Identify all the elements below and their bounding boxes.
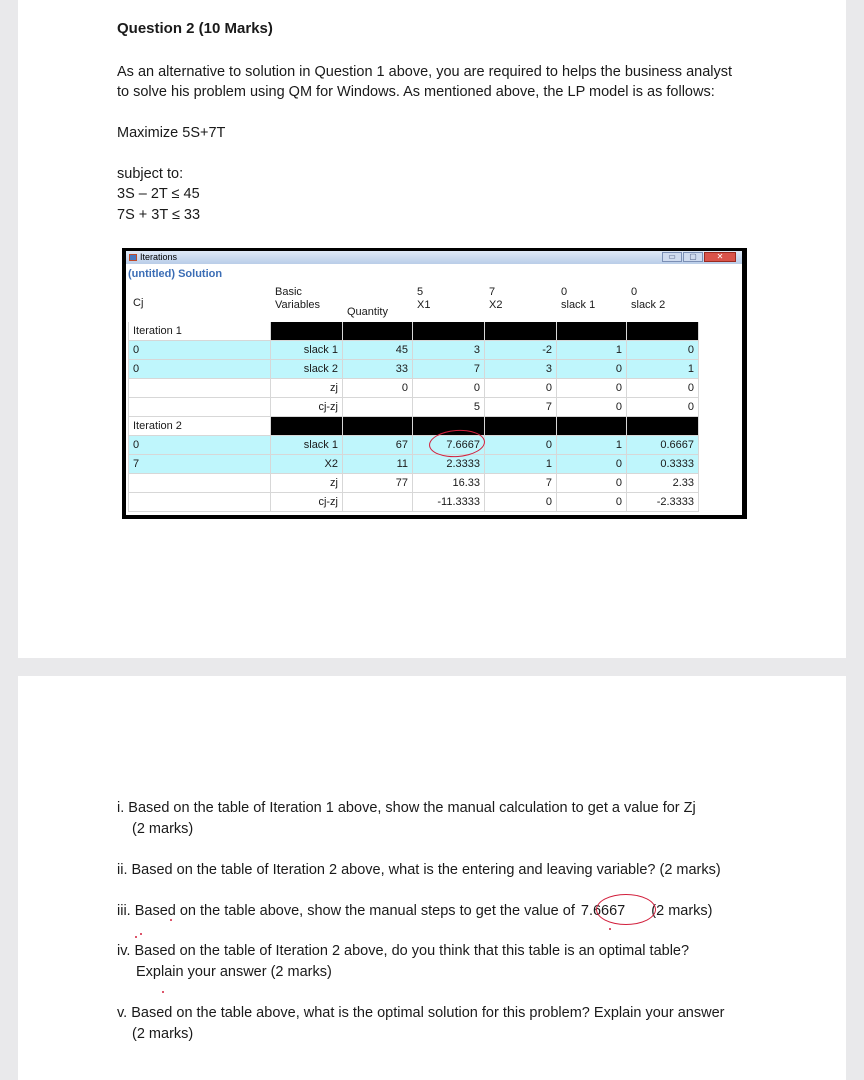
cell-basic: slack 2 xyxy=(271,360,343,379)
cell-basic: zj xyxy=(271,474,343,493)
cell-x2: 0 xyxy=(485,493,557,512)
cell-basic: cj-zj xyxy=(271,493,343,512)
header-cj: Cj xyxy=(129,285,271,322)
cell-basic: slack 1 xyxy=(271,436,343,455)
cell-cj xyxy=(129,493,271,512)
table-row xyxy=(129,474,699,493)
objective-function: Maximize 5S+7T xyxy=(117,125,226,141)
document-page-1 xyxy=(18,0,846,658)
question-item-v-marks: (2 marks) xyxy=(132,1026,194,1042)
table-row xyxy=(129,379,699,398)
close-icon[interactable]: ✕ xyxy=(704,252,736,262)
solution-title: (untitled) Solution xyxy=(128,268,223,280)
cell-cj xyxy=(129,379,271,398)
iteration-label: Iteration 2 xyxy=(129,417,271,436)
cell-x1: 5 xyxy=(413,398,485,417)
constraint-2: 7S + 3T ≤ 33 xyxy=(117,207,201,223)
cell-slack1: 0 xyxy=(557,474,627,493)
table-row xyxy=(129,341,699,360)
header-slack1: 0 slack 1 xyxy=(557,285,627,322)
cell-x1: -11.3333 xyxy=(413,493,485,512)
window-titlebar xyxy=(126,251,742,264)
cell-slack2: -2.3333 xyxy=(627,493,699,512)
question-item-v: v. Based on the table above, what is the optimal solution for this problem? Explain your answer xyxy=(117,1005,725,1021)
cell-cj: 0 xyxy=(129,341,271,360)
question-item-ii: ii. Based on the table of Iteration 2 above, what is the entering and leaving variable? (2 marks) xyxy=(117,862,721,878)
window-title: Iterations xyxy=(140,252,178,262)
intro-line-2: to solve his problem using QM for Windows. As mentioned above, the LP model is as follows: xyxy=(117,84,715,100)
question-title: Question 2 (10 Marks) xyxy=(117,20,273,37)
cell-x1: 2.3333 xyxy=(413,455,485,474)
cell-slack1: 1 xyxy=(557,341,627,360)
cell-quantity xyxy=(343,398,413,417)
cell-slack2: 0 xyxy=(627,398,699,417)
cell-cj: 0 xyxy=(129,436,271,455)
cell-basic: cj-zj xyxy=(271,398,343,417)
cell-slack2: 2.33 xyxy=(627,474,699,493)
pen-mark xyxy=(162,991,164,993)
cell-quantity: 0 xyxy=(343,379,413,398)
cell-cj xyxy=(129,474,271,493)
document-page-2 xyxy=(18,676,846,1080)
cell-quantity: 45 xyxy=(343,341,413,360)
pen-mark xyxy=(609,928,611,930)
cell-x2: -2 xyxy=(485,341,557,360)
pen-mark xyxy=(140,933,142,935)
intro-line-1: As an alternative to solution in Question 1 above, you are required to helps the business analyst xyxy=(117,64,733,80)
question-item-iv-continued: Explain your answer (2 marks) xyxy=(136,964,332,980)
cell-quantity: 11 xyxy=(343,455,413,474)
qm-iterations-window xyxy=(122,248,747,519)
cell-slack2: 0.3333 xyxy=(627,455,699,474)
header-quantity: Quantity xyxy=(343,285,413,322)
subject-to-label: subject to: xyxy=(117,166,184,182)
handwritten-circle-annotation-2 xyxy=(596,894,656,925)
header-slack2: 0 slack 2 xyxy=(627,285,699,322)
minimize-icon[interactable]: ▭ xyxy=(662,252,682,262)
cell-x2: 0 xyxy=(485,379,557,398)
cell-cj: 0 xyxy=(129,360,271,379)
cell-slack1: 0 xyxy=(557,398,627,417)
iteration-label-row xyxy=(129,417,699,436)
cell-slack2: 0.6667 xyxy=(627,436,699,455)
cell-quantity: 67 xyxy=(343,436,413,455)
cell-slack2: 0 xyxy=(627,341,699,360)
maximize-icon[interactable]: ▢ xyxy=(683,252,703,262)
cell-x1: 3 xyxy=(413,341,485,360)
cell-x1: 7 xyxy=(413,360,485,379)
header-x1: 5 X1 xyxy=(413,285,485,322)
cell-x1: 7.6667 xyxy=(413,436,485,455)
iteration-label-row xyxy=(129,322,699,341)
table-row xyxy=(129,493,699,512)
cell-cj: 7 xyxy=(129,455,271,474)
cell-x2: 7 xyxy=(485,398,557,417)
cell-slack2: 1 xyxy=(627,360,699,379)
header-basic-variables: Basic Variables xyxy=(271,285,343,322)
cell-basic: zj xyxy=(271,379,343,398)
cell-slack1: 0 xyxy=(557,493,627,512)
question-item-i-marks: (2 marks) xyxy=(132,821,194,837)
table-header-row xyxy=(129,285,699,322)
question-item-iv: iv. Based on the table of Iteration 2 above, do you think that this table is an optimal table? xyxy=(117,943,690,959)
pen-mark xyxy=(135,936,137,938)
app-icon xyxy=(129,254,137,261)
cell-x2: 0 xyxy=(485,436,557,455)
iteration-label: Iteration 1 xyxy=(129,322,271,341)
pen-mark xyxy=(170,919,172,921)
question-item-iii: iii. Based on the table above, show the manual steps to get the value of 7.6667 (2 marks) xyxy=(117,903,713,919)
cell-slack1: 0 xyxy=(557,455,627,474)
table-row xyxy=(129,436,699,455)
cell-quantity: 33 xyxy=(343,360,413,379)
cell-x1: 16.33 xyxy=(413,474,485,493)
header-x2: 7 X2 xyxy=(485,285,557,322)
constraint-1: 3S – 2T ≤ 45 xyxy=(117,186,200,202)
cell-x2: 1 xyxy=(485,455,557,474)
table-row xyxy=(129,398,699,417)
cell-x1: 0 xyxy=(413,379,485,398)
table-row xyxy=(129,455,699,474)
cell-x2: 3 xyxy=(485,360,557,379)
table-row xyxy=(129,360,699,379)
cell-slack1: 0 xyxy=(557,360,627,379)
cell-quantity: 77 xyxy=(343,474,413,493)
iterations-table xyxy=(128,284,699,512)
cell-x2: 7 xyxy=(485,474,557,493)
cell-slack2: 0 xyxy=(627,379,699,398)
cell-basic: slack 1 xyxy=(271,341,343,360)
cell-slack1: 1 xyxy=(557,436,627,455)
question-item-i: i. Based on the table of Iteration 1 above, show the manual calculation to get a value for Zj xyxy=(117,800,696,816)
cell-basic: X2 xyxy=(271,455,343,474)
cell-quantity xyxy=(343,493,413,512)
cell-slack1: 0 xyxy=(557,379,627,398)
cell-cj xyxy=(129,398,271,417)
circled-value: 7.6667 xyxy=(580,903,626,919)
